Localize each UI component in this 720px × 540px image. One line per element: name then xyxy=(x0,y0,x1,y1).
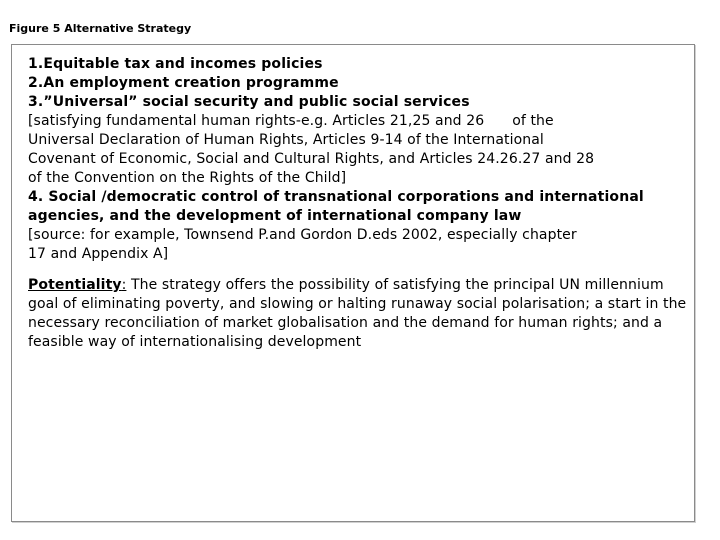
figure-content xyxy=(28,55,688,352)
strategy-item-2: 2.An employment creation programme xyxy=(28,75,339,91)
potentiality-text: The strategy offers the possibility of satisfying the principal UN millennium goal of eliminating poverty, and slowing or halting runaway social polarisation; a start in the necessary reconciliation of market globalisation and the demand for human rights; and a feasible way of internationalising development xyxy=(28,277,687,350)
figure-caption: Figure 5 Alternative Strategy xyxy=(9,22,192,35)
figure-box xyxy=(11,44,695,522)
item-3-note-line-2: Universal Declaration of Human Rights, Articles 9-14 of the International xyxy=(28,132,544,148)
item-3-note-line-1 xyxy=(28,112,688,131)
potentiality-label: Potentiality xyxy=(28,277,122,293)
potentiality-paragraph xyxy=(28,276,688,352)
source-line-1: [source: for example, Townsend P.and Gordon D.eds 2002, especially chapter xyxy=(28,227,577,243)
item-3-note-line-1-b: of the xyxy=(512,113,554,129)
item-3-note-line-4: of the Convention on the Rights of the Child] xyxy=(28,170,347,186)
strategy-item-4: 4. Social /democratic control of transnational corporations and international agencies, and the development of international company law xyxy=(28,189,644,224)
section-spacer xyxy=(28,264,688,276)
potentiality-colon: : xyxy=(121,277,127,293)
source-line-2: 17 and Appendix A] xyxy=(28,246,169,262)
strategy-item-1: 1.Equitable tax and incomes policies xyxy=(28,56,323,72)
item-3-note-line-1-a: [satisfying fundamental human rights-e.g. Articles 21,25 and 26 xyxy=(28,113,485,129)
strategy-item-3: 3.”Universal” social security and public social services xyxy=(28,94,470,110)
item-3-note-line-3: Covenant of Economic, Social and Cultural Rights, and Articles 24.26.27 and 28 xyxy=(28,151,595,167)
